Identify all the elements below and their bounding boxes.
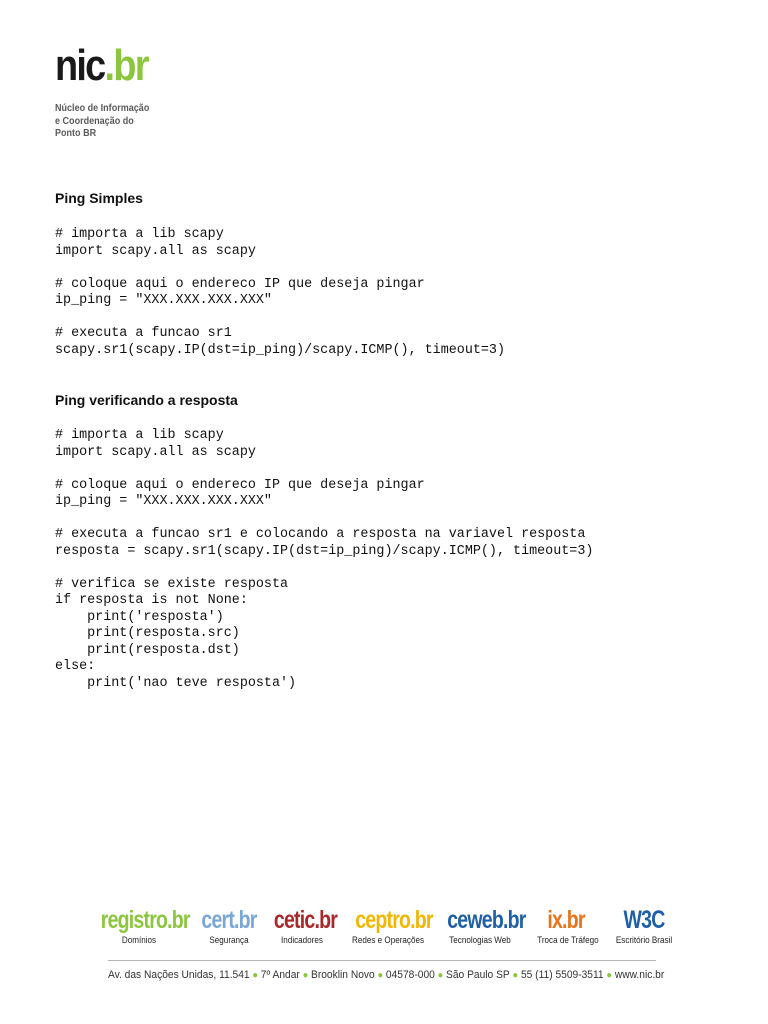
footer-logo-name: ceptro.br xyxy=(355,906,433,934)
code-line: # coloque aqui o endereco IP que deseja pingar xyxy=(55,477,425,493)
logo-wordmark xyxy=(55,41,149,90)
code-block-ping-simples xyxy=(55,227,505,359)
footer-logo-name: cert.br xyxy=(201,906,257,934)
logo-main: nic xyxy=(55,41,105,90)
separator-dot: ● xyxy=(606,970,613,981)
footer-logo-registro xyxy=(90,905,188,946)
code-block-ping-verificando xyxy=(55,428,593,692)
nic-br-logo xyxy=(55,41,165,140)
footer-logo-caption: Escritório Brasil xyxy=(615,935,673,945)
code-line: print('nao teve resposta') xyxy=(55,675,297,691)
footer-logo-name: cetic.br xyxy=(273,906,338,934)
footer-logo-name: registro.br xyxy=(100,906,190,934)
footer-address xyxy=(108,968,665,983)
footer-logo-caption: Segurança xyxy=(209,935,249,945)
separator-dot: ● xyxy=(252,970,259,981)
footer-logo-ceptro xyxy=(346,905,433,946)
footer-logo-w3c xyxy=(608,905,680,946)
code-line: if resposta is not None: xyxy=(55,593,248,608)
code-line: scapy.sr1(scapy.IP(dst=ip_ping)/scapy.ICMP(), timeout=3) xyxy=(55,342,505,358)
code-line xyxy=(55,461,593,478)
footer-logo-name: W3C xyxy=(623,906,665,934)
code-line: print(resposta.dst) xyxy=(55,642,240,658)
separator-dot: ● xyxy=(302,970,309,981)
footer-divider xyxy=(108,960,656,961)
logo-subtitle-line: Ponto BR xyxy=(55,127,97,139)
address-website: www.nic.br xyxy=(614,969,665,981)
code-line: import scapy.all as scapy xyxy=(55,444,256,460)
code-line: import scapy.all as scapy xyxy=(55,243,256,259)
section-title-ping-verificando: Ping verificando a resposta xyxy=(55,392,238,408)
logo-dot: . xyxy=(104,41,114,90)
code-line xyxy=(55,260,505,277)
code-line: # verifica se existe resposta xyxy=(55,576,289,592)
footer-logo-ix xyxy=(534,905,598,946)
code-line: resposta = scapy.sr1(scapy.IP(dst=ip_ping)/scapy.ICMP(), timeout=3) xyxy=(55,543,594,559)
code-line: # coloque aqui o endereco IP que deseja pingar xyxy=(55,276,425,292)
address-zip: 04578-000 xyxy=(385,969,435,981)
footer-logo-caption: Troca de Tráfego xyxy=(537,935,599,945)
code-line: else: xyxy=(55,659,96,674)
logo-subtitle-line: e Coordenação do xyxy=(55,114,134,127)
footer-logo-ceweb xyxy=(438,905,526,946)
address-phone: 55 (11) 5509-3511 xyxy=(520,969,604,981)
footer-logo-cert xyxy=(192,905,266,946)
address-street: Av. das Nações Unidas, 11.541 xyxy=(108,969,250,981)
footer-logo-name: ix.br xyxy=(547,906,585,934)
logo-subtitle xyxy=(55,102,149,140)
code-line: # executa a funcao sr1 xyxy=(55,326,232,341)
address-city: São Paulo SP xyxy=(446,969,510,981)
code-line: # executa a funcao sr1 e colocando a resposta na variavel resposta xyxy=(55,527,586,542)
footer-logo-cetic xyxy=(266,905,338,946)
footer-logo-caption: Indicadores xyxy=(281,935,323,945)
footer-logo-caption: Domínios xyxy=(121,935,157,945)
code-line: print(resposta.src) xyxy=(55,626,240,641)
footer-logo-caption: Tecnologias Web xyxy=(449,935,511,945)
code-line: ip_ping = "XXX.XXX.XXX.XXX" xyxy=(55,293,272,308)
footer-logo-name: ceweb.br xyxy=(447,906,526,934)
code-line: print('resposta') xyxy=(55,609,224,625)
separator-dot: ● xyxy=(377,970,384,981)
code-line: ip_ping = "XXX.XXX.XXX.XXX" xyxy=(55,494,272,509)
footer-logos xyxy=(90,905,680,955)
logo-subtitle-line: Núcleo de Informação xyxy=(55,102,150,114)
section-title-ping-simples: Ping Simples xyxy=(55,190,143,206)
code-line: # importa a lib scapy xyxy=(55,227,224,242)
code-line xyxy=(55,310,505,327)
separator-dot: ● xyxy=(512,970,519,981)
code-line: # importa a lib scapy xyxy=(55,428,224,443)
code-line xyxy=(55,560,593,577)
separator-dot: ● xyxy=(437,970,444,981)
code-line xyxy=(55,511,593,528)
address-floor: 7º Andar xyxy=(260,969,300,981)
footer-logo-caption: Redes e Operações xyxy=(351,935,425,945)
logo-suffix: br xyxy=(113,41,148,90)
address-district: Brooklin Novo xyxy=(311,969,375,981)
